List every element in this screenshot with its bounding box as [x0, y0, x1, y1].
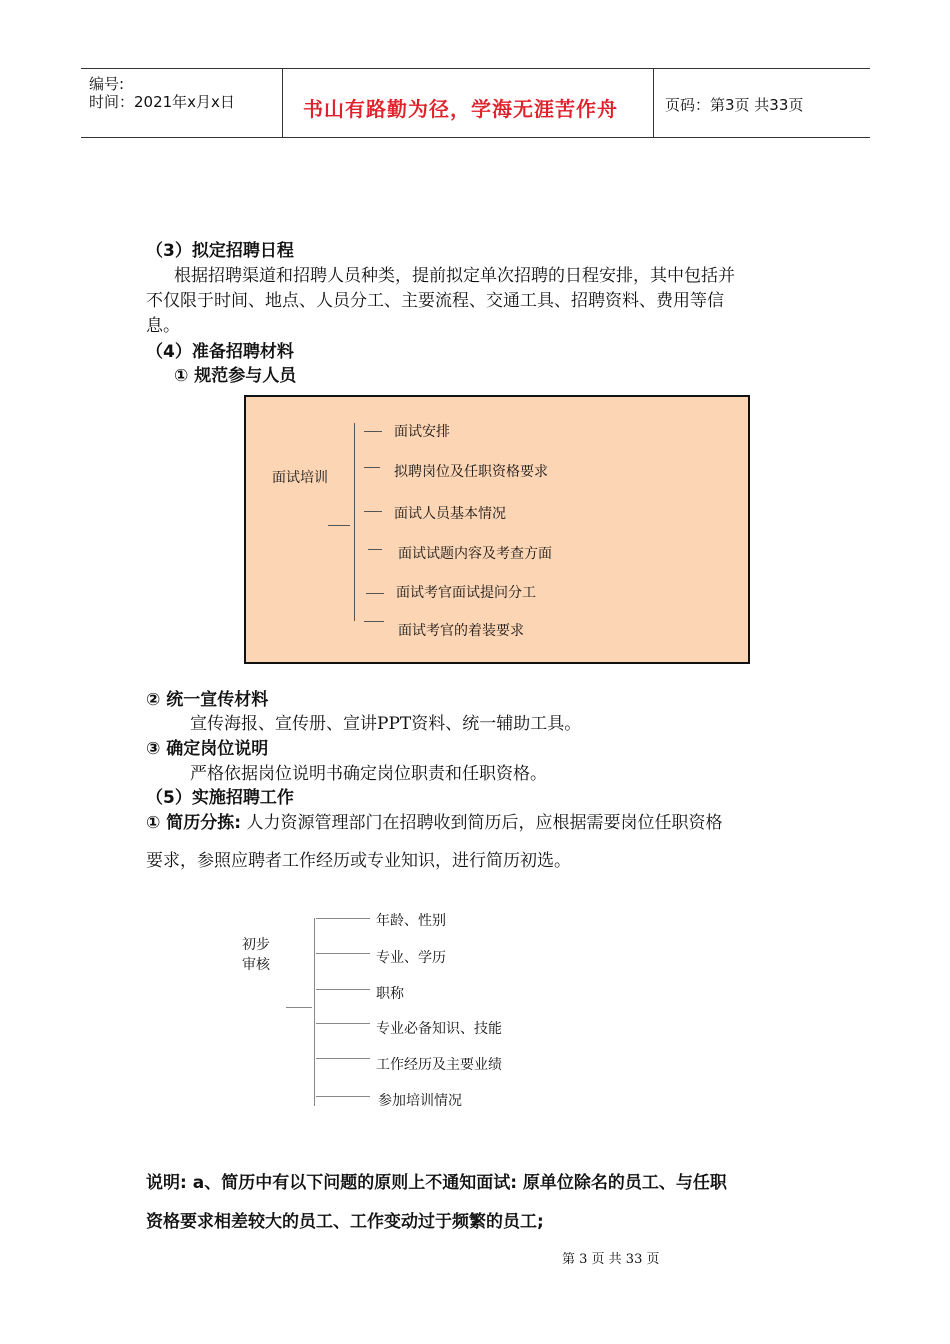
connector-line: [316, 989, 370, 990]
connector-line: [316, 1023, 370, 1024]
connector-line: [316, 953, 370, 954]
header-divider: [653, 69, 654, 137]
diagram2-item: 工作经历及主要业绩: [376, 1057, 502, 1073]
diagram1-item: 面试人员基本情况: [394, 506, 506, 522]
section4-sub3: ③ 确定岗位说明: [146, 739, 269, 759]
connector-line: [364, 467, 380, 468]
note-line2: 资格要求相差较大的员工、工作变动过于频繁的员工;: [146, 1212, 544, 1232]
bracket-line: [354, 423, 355, 621]
section5-sub1: [146, 808, 723, 833]
section3-para-line2: 不仅限于时间、地点、人员分工、主要流程、交通工具、招聘资料、费用等信: [146, 291, 724, 311]
section4-sub2: ② 统一宣传材料: [146, 690, 269, 710]
header-time-label: 时间：2021年x月x日: [89, 93, 235, 111]
diagram2-item: 专业、学历: [376, 950, 446, 966]
connector-line: [364, 511, 382, 512]
diagram2-item: 参加培训情况: [378, 1093, 462, 1109]
section5-sub1-text2: 要求，参照应聘者工作经历或专业知识，进行简历初选。: [146, 851, 571, 871]
section4-sub3-text: 严格依据岗位说明书确定岗位职责和任职资格。: [190, 764, 547, 784]
section4-sub1: ① 规范参与人员: [174, 366, 297, 386]
page-footer: 第 3 页 共 33 页: [562, 1252, 660, 1267]
connector-line: [366, 593, 384, 594]
header-motto: 书山有路勤为径，学海无涯苦作舟: [303, 97, 618, 121]
diagram2-item: 专业必备知识、技能: [376, 1021, 502, 1037]
page-header: [81, 68, 870, 138]
connector-line: [368, 549, 382, 550]
section3-title: （3）拟定招聘日程: [146, 241, 294, 261]
diagram1-root: 面试培训: [272, 470, 328, 486]
diagram2-root-line2: 审核: [242, 957, 270, 973]
connector-line: [328, 525, 350, 526]
note-line1: 说明: a、简历中有以下问题的原则上不通知面试: 原单位除名的员工、与任职: [146, 1173, 727, 1193]
section5-title: （5）实施招聘工作: [146, 788, 294, 808]
connector-line: [316, 918, 370, 919]
header-number-label: 编号:: [89, 75, 125, 93]
diagram2-item: 职称: [376, 986, 404, 1002]
section5-sub1-label: ① 简历分拣:: [146, 813, 242, 833]
connector-line: [286, 1007, 312, 1008]
section4-title: （4）准备招聘材料: [146, 342, 294, 362]
section3-para-line1: 根据招聘渠道和招聘人员种类，提前拟定单次招聘的日程安排，其中包括并: [174, 266, 735, 286]
header-page-label: 页码：第3页 共33页: [665, 96, 804, 114]
connector-line: [316, 1058, 370, 1059]
connector-line: [364, 431, 382, 432]
diagram1-item: 面试考官的着装要求: [398, 623, 524, 639]
diagram1-item: 面试安排: [394, 424, 450, 440]
section5-sub1-text: 人力资源管理部门在招聘收到简历后，应根据需要岗位任职资格: [241, 813, 723, 833]
section3-para-line3: 息。: [146, 316, 180, 336]
diagram1-item: 拟聘岗位及任职资格要求: [394, 464, 548, 480]
interview-training-diagram: [244, 395, 750, 664]
connector-line: [316, 1096, 370, 1097]
connector-line: [364, 621, 384, 622]
diagram1-item: 面试考官面试提问分工: [396, 585, 536, 601]
diagram2-root-line1: 初步: [242, 937, 270, 953]
diagram1-item: 面试试题内容及考查方面: [398, 546, 552, 562]
header-divider: [282, 69, 283, 137]
diagram2-item: 年龄、性别: [376, 913, 446, 929]
bracket-line: [314, 918, 315, 1106]
section4-sub2-text: 宣传海报、宣传册、宣讲PPT资料、统一辅助工具。: [190, 714, 582, 734]
